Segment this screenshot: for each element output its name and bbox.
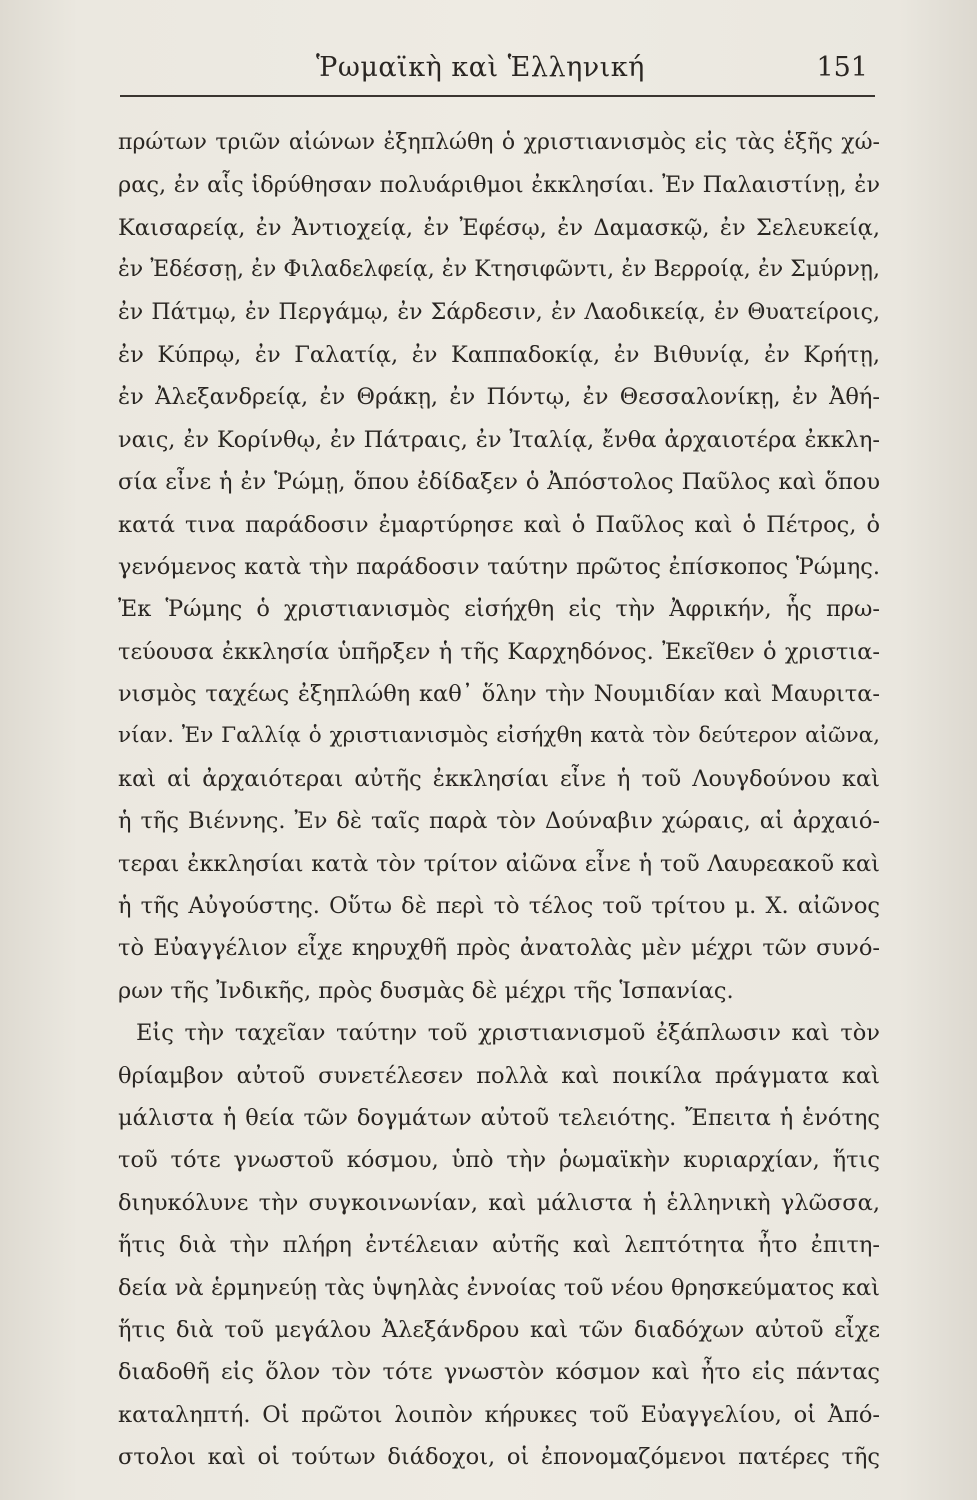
text-line: Ἐκ Ῥώμης ὁ χριστιανισμὸς εἰσήχθη εἰς τὴν Ἀφρικήν, ἧς πρω- [118, 596, 880, 623]
page-number: 151 [816, 52, 868, 83]
text-line: ἐν Κύπρῳ, ἐν Γαλατίᾳ, ἐν Καππαδοκίᾳ, ἐν Βιθυνίᾳ, ἐν Κρήτῃ, [118, 341, 880, 368]
text-line: ἐν Ἀλεξανδρείᾳ, ἐν Θράκῃ, ἐν Πόντῳ, ἐν Θεσσαλονίκῃ, ἐν Ἀθή- [118, 384, 880, 411]
text-line: νίαν. Ἐν Γαλλίᾳ ὁ χριστιανισμὸς εἰσήχθη κατὰ τὸν δεύτερον αἰῶνα, [118, 723, 880, 749]
text-line: τεραι ἐκκλησίαι κατὰ τὸν τρίτον αἰῶνα εἶνε ἡ τοῦ Λαυρεακοῦ καὶ [118, 850, 880, 877]
text-line: διηυκόλυνε τὴν συγκοινωνίαν, καὶ μάλιστα ἡ ἑλληνικὴ γλῶσσα, [118, 1189, 880, 1216]
text-line: γενόμενος κατὰ τὴν παράδοσιν ταύτην πρῶτος ἐπίσκοπος Ῥώμης. [118, 553, 880, 580]
text-line: στολοι καὶ οἱ τούτων διάδοχοι, οἱ ἐπονομαζόμενοι πατέρες τῆς [118, 1444, 880, 1471]
text-line: Καισαρείᾳ, ἐν Ἀντιοχείᾳ, ἐν Ἐφέσῳ, ἐν Δαμασκῷ, ἐν Σελευκείᾳ, [118, 214, 880, 241]
text-line: μάλιστα ἡ θεία τῶν δογμάτων αὐτοῦ τελειότης. Ἔπειτα ἡ ἑνότης [118, 1104, 880, 1131]
text-line: τεύουσα ἐκκλησία ὑπῆρξεν ἡ τῆς Καρχηδόνος. Ἐκεῖθεν ὁ χριστια- [118, 638, 880, 665]
text-line: σία εἶνε ἡ ἐν Ῥώμῃ, ὅπου ἐδίδαξεν ὁ Ἀπόστολος Παῦλος καὶ ὅπου [118, 469, 880, 496]
text-line: κατά τινα παράδοσιν ἐμαρτύρησε καὶ ὁ Παῦλος καὶ ὁ Πέτρος, ὁ [118, 511, 880, 538]
text-line: πρώτων τριῶν αἰώνων ἐξηπλώθη ὁ χριστιανισμὸς εἰς τὰς ἑξῆς χώ- [118, 130, 880, 155]
page-header [120, 52, 880, 92]
text-line: νισμὸς ταχέως ἐξηπλώθη καθ᾽ ὅλην τὴν Νουμιδίαν καὶ Μαυριτα- [118, 681, 880, 708]
text-line: καταληπτή. Οἱ πρῶτοι λοιπὸν κήρυκες τοῦ Εὐαγγελίου, οἱ Ἀπό- [118, 1401, 880, 1428]
text-line: ἡ τῆς Βιέννης. Ἐν δὲ ταῖς παρὰ τὸν Δούναβιν χώραις, αἱ ἀρχαιό- [118, 808, 880, 835]
text-line: ρας, ἐν αἷς ἱδρύθησαν πολυάριθμοι ἐκκλησίαι. Ἐν Παλαιστίνῃ, ἐν [118, 172, 880, 199]
header-rule [120, 95, 875, 97]
paragraph-end-line: ρων τῆς Ἰνδικῆς, πρὸς δυσμὰς δὲ μέχρι τῆς Ἱσπανίας. [118, 977, 734, 1004]
body-text [118, 122, 880, 1479]
text-line: ἥτις διὰ τὴν πλήρη ἐντέλειαν αὐτῆς καὶ λεπτότητα ἦτο ἐπιτη- [118, 1232, 880, 1259]
text-line: τοῦ τότε γνωστοῦ κόσμου, ὑπὸ τὴν ῥωμαϊκὴν κυριαρχίαν, ἥτις [118, 1147, 880, 1174]
text-line: ἡ τῆς Αὐγούστης. Οὕτω δὲ περὶ τὸ τέλος τοῦ τρίτου μ. Χ. αἰῶνος [118, 893, 880, 920]
text-line: ἐν Πάτμῳ, ἐν Περγάμῳ, ἐν Σάρδεσιν, ἐν Λαοδικείᾳ, ἐν Θυατείροις, [118, 299, 880, 325]
text-line: ἐν Ἐδέσσῃ, ἐν Φιλαδελφείᾳ, ἐν Κτησιφῶντι, ἐν Βερροίᾳ, ἐν Σμύρνῃ, [118, 257, 880, 283]
text-line: ναις, ἐν Κορίνθῳ, ἐν Πάτραις, ἐν Ἰταλίᾳ, ἔνθα ἀρχαιοτέρα ἐκκλη- [118, 426, 880, 453]
text-line: διαδοθῆ εἰς ὅλον τὸν τότε γνωστὸν κόσμον καὶ ἦτο εἰς πάντας [118, 1359, 880, 1386]
text-line: θρίαμβον αὐτοῦ συνετέλεσεν πολλὰ καὶ ποικίλα πράγματα καὶ [118, 1062, 880, 1089]
text-line: καὶ αἱ ἀρχαιότεραι αὐτῆς ἐκκλησίαι εἶνε ἡ τοῦ Λουγδούνου καὶ [118, 765, 880, 792]
running-title: Ῥωμαϊκὴ καὶ Ἑλληνική [316, 52, 645, 83]
paragraph-first-line: Εἰς τὴν ταχεῖαν ταύτην τοῦ χριστιανισμοῦ ἐξάπλωσιν καὶ τὸν [136, 1020, 880, 1047]
text-line: τὸ Εὐαγγέλιον εἶχε κηρυχθῆ πρὸς ἀνατολὰς μὲν μέχρι τῶν συνό- [118, 935, 880, 962]
text-line: ἥτις διὰ τοῦ μεγάλου Ἀλεξάνδρου καὶ τῶν διαδόχων αὐτοῦ εἶχε [118, 1316, 880, 1343]
text-line: δεία νὰ ἑρμηνεύῃ τὰς ὑψηλὰς ἐννοίας τοῦ νέου θρησκεύματος καὶ [118, 1274, 880, 1301]
